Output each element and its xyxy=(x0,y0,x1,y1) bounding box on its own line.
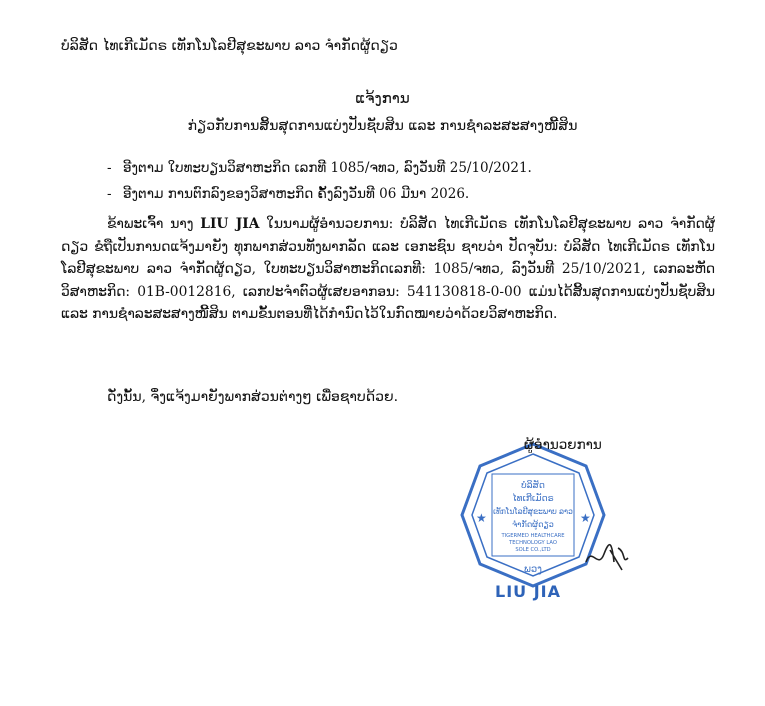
stamp-line-2: ໄທເກີເມັດຣ xyxy=(512,494,554,504)
stamp-en-2: TECHNOLOGY LAO xyxy=(509,540,557,546)
handwritten-signature xyxy=(582,540,632,580)
stamp-star-right: ★ xyxy=(580,511,591,525)
stamp-line-4: ຈຳກັດຜູ້ດຽວ xyxy=(512,520,554,529)
stamp-en-3: SOLE CO.,LTD xyxy=(515,547,551,553)
signature-title: ຜູ້ອຳນວຍການ xyxy=(524,437,602,453)
reference-text: ອີງຕາມ ໃບທະບຽນວິສາຫະກິດ ເລກທີ 1085/ຈທວ, ລົງວັນທີ 25/10/2021. xyxy=(123,160,532,176)
notice-subtitle: ກ່ຽວກັບການສິ້ນສຸດການແບ່ງປັນຊັບສິນ ແລະ ການຊໍາລະສະສາງໜີ້ສິນ xyxy=(187,118,578,134)
reference-bullet: - xyxy=(107,160,112,176)
stamp-en-1: TIGERMED HEALTHCARE xyxy=(501,533,565,539)
notice-body xyxy=(61,213,715,326)
reference-text: ອີງຕາມ ການຕົກລົງຂອງວິສາຫະກິດ ຄັ້ງລົງວັນທີ 06 ມີນາ 2026. xyxy=(123,186,470,202)
closing-line: ດັ່ງນັ້ນ, ຈຶ່ງແຈ້ງມາຍັງພາກສ່ວນຕ່າງໆ ເພື່ອຊາບດ້ວຍ. xyxy=(107,389,399,405)
signatory-name: LIU JIA xyxy=(495,582,561,601)
stamp-line-3: ເທັກໂນໂລຢີສຸຂະພາບ ລາວ xyxy=(493,507,573,516)
stamp-star-left: ★ xyxy=(476,511,487,525)
body-intro: ຂ້າພະເຈົ້າ ນາງ xyxy=(107,216,194,232)
body-text: ໃນນາມຜູ້ອໍານວຍການ: ບໍລິສັດ ໄທເກີເມັດຣ ເທັກໂນໂລຢີສຸຂະພາບ ລາວ ຈຳກັດຜູ້ດຽວ ຂໍຖືເປັນການດແຈ້ງມາຍັງ ທຸກພາກສ່ວນທັງພາກລັດ ແລະ ເອກະຊົນ ຊາບວ່າ ປັດຈຸບັນ: ບໍລິສັດ ໄທເກີເມັດຣ ເທັກໂນໂລຢີສຸຂະພາບ ລາວ ຈຳກັດຜູ້ດຽວ, ໃບທະບຽນວິສາຫະກິດເລກທີ: 1085/ຈທວ, ລົງວັນທີ 25/10/2021, ເລກລະຫັດວິສາຫະກິດ: 01B-0012816, ເລກປະຈໍາຕົວຜູ້ເສຍອາກອນ: 541130818-0-00 ແມ່ນໄດ້ສິ້ນສຸດການແບ່ງປັນຊັບສິນ ແລະ ການຊໍາລະສະສາງໜີ້ສິນ ຕາມຂັ້ນຕອນທີ່ໄດ້ກໍານົດໄວ້ໃນກົດໝາຍວ່າດ້ວຍວິສາຫະກິດ. xyxy=(61,216,715,323)
stamp-line-1: ບໍລິສັດ xyxy=(521,481,545,491)
reference-bullet: - xyxy=(107,186,112,202)
notice-title: ແຈ້ງການ xyxy=(355,89,410,107)
company-name: ບໍລິສັດ ໄທເກີເມັດຣ ເທັກໂນໂລຢີສຸຂະພາບ ລາວ ຈຳກັດຜູ້ດຽວ xyxy=(61,38,398,54)
stamp-bottom: ພວງ xyxy=(523,564,543,575)
body-name: LIU JIA xyxy=(200,216,260,232)
